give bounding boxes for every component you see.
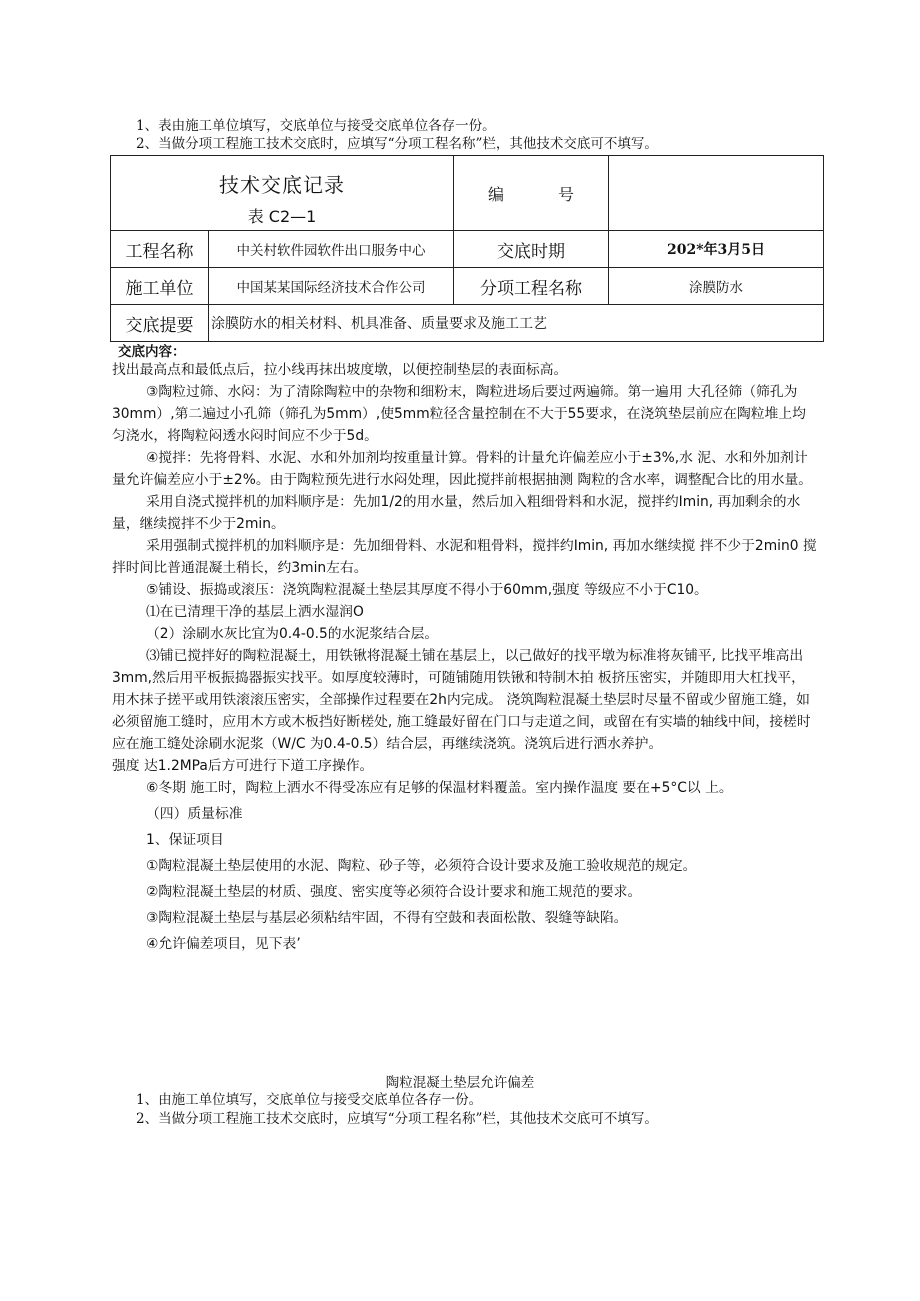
project-name-value: 中关村软件园软件出口服务中心 — [209, 231, 454, 268]
number-label-cell — [454, 156, 609, 231]
date-label: 交底时期 — [454, 231, 609, 268]
paragraph: ⑴在已清理干净的基层上洒水湿润O — [146, 604, 364, 620]
paragraph: 1、保证项目 — [146, 832, 224, 848]
subitem-label: 分项工程名称 — [454, 268, 609, 305]
paragraph: ①陶粒混凝土垫层使用的水泥、陶粒、砂子等，必须符合设计要求及施工验收规范的规定。 — [146, 858, 697, 874]
date-value: 202*年3月5日 — [609, 231, 824, 268]
header-note-2: 2、当做分项工程施工技术交底时，应填写“分项工程名称”栏，其他技术交底可不填写。 — [136, 136, 658, 152]
paragraph: （2）涂刷水灰比宜为0.4-0.5的水泥浆结合层。 — [146, 626, 439, 642]
disclosure-content — [112, 359, 818, 955]
summary-label: 交底提要 — [111, 305, 209, 342]
paragraph: 找出最高点和最低点后，拉小线再抹出坡度墩，以便控制垫层的表面标高。 — [112, 362, 568, 378]
number-label-left: 编 — [487, 184, 504, 204]
unit-value: 中国某某国际经济技术合作公司 — [209, 268, 454, 305]
paragraph: ④搅拌：先将骨料、水泥、水和外加剂均按重量计算。骨料的计量允许偏差应小于±3%,水 泥、水和外加剂计量允许偏差应小于±2%。由于陶粒预先进行水闷处理，因此搅拌前根据抽测 陶粒的含水率，调整配合比的用水量。 — [112, 450, 813, 488]
paragraph: 强度 达1.2MPa后方可进行下道工序操作。 — [112, 758, 374, 774]
unit-label: 施工单位 — [111, 268, 209, 305]
paragraph: ⑤铺设、振捣或滚压：浇筑陶粒混凝土垫层其厚度不得小于60mm,强度 等级应不小于C10。 — [146, 582, 708, 598]
paragraph: ②陶粒混凝土垫层的材质、强度、密实度等必须符合设计要求和施工规范的要求。 — [146, 884, 642, 900]
subitem-value: 涂膜防水 — [609, 268, 824, 305]
paragraph: 采用强制式搅拌机的加料顺序是：先加细骨料、水泥和粗骨料，搅拌约Imin, 再加水继续搅 拌不少于2min0 搅拌时间比普通混凝土稍长，约3min左右。 — [112, 538, 817, 576]
paragraph: ③陶粒过筛、水闷：为了清除陶粒中的杂物和细粉末，陶粒进场后要过两遍筛。第一遍用 大孔径筛（筛孔为30mm）,第二遍过小孔筛（筛孔为5mm）,使5mm粒径含量控制在不大于55要求，在浇筑垫层前应在陶粒堆上均匀浇水，将陶粒闷透水闷时间应不少于5d。 — [112, 384, 806, 444]
footer-note-2: 2、当做分项工程施工技术交底时，应填写“分项工程名称”栏，其他技术交底可不填写。 — [136, 1111, 658, 1127]
paragraph: ⑶铺已搅拌好的陶粒混凝土，用铁锹将混凝土铺在基层上，以己做好的找平墩为标准将灰铺平, 比找平堆高出3mm,然后用平板振捣器振实找平。如厚度较薄时，可随铺随用铁锹和特制木拍 板挤压密实，并随即用大杠找平，用木抹子搓平或用铁滚滚压密实，全部操作过程要在2h内完成。 浇筑陶粒混凝土垫层时尽量不留或少留施工缝，如必须留施工缝时，应用木方或木板挡好断槎处, 施工缝最好留在门口与走道之间，或留在有实墙的轴线中间，接槎时应在施工缝处涂刷水泥浆（W/C 为0.4-0.5）结合层，再继续浇筑。浇筑后进行洒水养护。 — [112, 648, 811, 752]
paragraph: ④允许偏差项目，见下表’ — [146, 936, 301, 952]
record-form-number: 表 C2—1 — [247, 207, 317, 226]
number-label-right: 号 — [558, 184, 575, 204]
number-value-cell — [609, 156, 824, 231]
deviation-table-caption: 陶粒混凝土垫层允许偏差 — [385, 1075, 535, 1091]
technical-disclosure-record-table — [110, 155, 824, 342]
record-title-cell — [111, 156, 454, 231]
footer-note-1: 1、由施工单位填写，交底单位与接受交底单位各存一份。 — [136, 1092, 483, 1108]
paragraph: （四）质量标准 — [146, 806, 243, 822]
header-note-1: 1、表由施工单位填写，交底单位与接受交底单位各存一份。 — [136, 118, 496, 134]
paragraph: ⑥冬期 施工时，陶粒上洒水不得受冻应有足够的保温材料覆盖。室内操作温度 要在+5°C以 上。 — [146, 780, 733, 796]
paragraph: ③陶粒混凝土垫层与基层必须粘结牢固，不得有空鼓和表面松散、裂缝等缺陷。 — [146, 910, 628, 926]
summary-value: 涂膜防水的相关材料、机具准备、质量要求及施工工艺 — [209, 305, 824, 342]
record-title: 技术交底记录 — [219, 173, 345, 197]
project-name-label: 工程名称 — [111, 231, 209, 268]
content-heading: 交底内容： — [118, 344, 186, 360]
paragraph: 采用自浇式搅拌机的加料顺序是：先加1/2的用水量，然后加入粗细骨料和水泥，搅拌约Imin, 再加剩余的水量，继续搅拌不少于2min。 — [112, 494, 801, 532]
